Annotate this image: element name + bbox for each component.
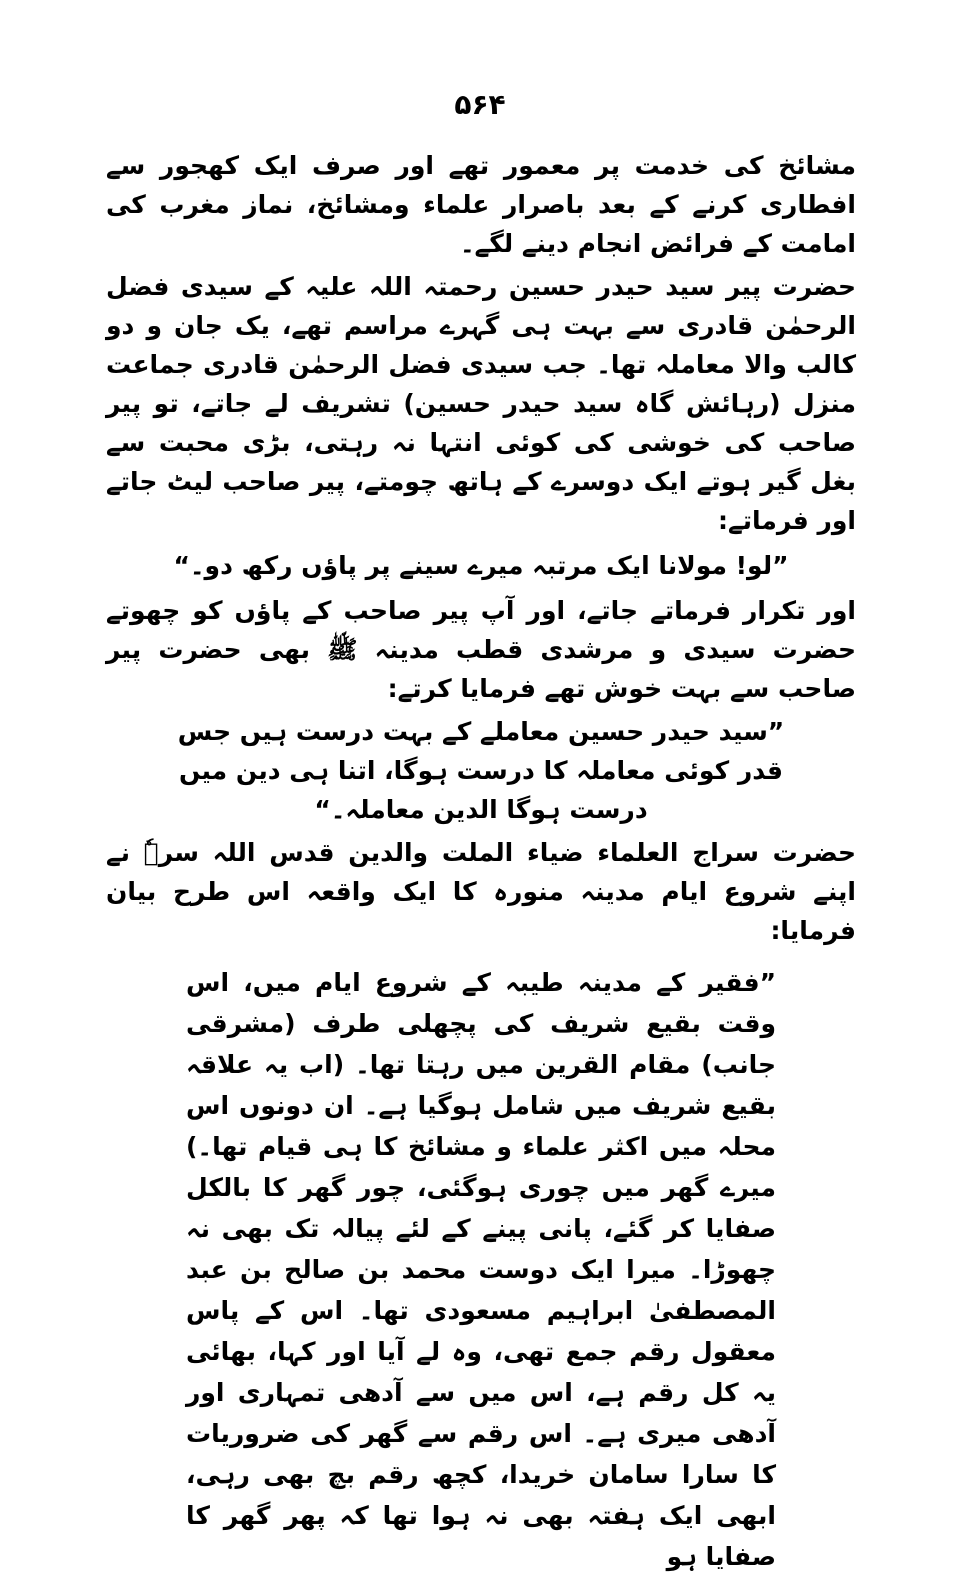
quote-2: ”سید حیدر حسین معاملے کے بہت درست ہیں جس قدر کوئی معاملہ کا درست ہوگا، اتنا ہی دین میں درست ہوگا الدین معاملہ۔“ xyxy=(177,717,785,824)
paragraph-2: حضرت پیر سید حیدر حسین رحمتہ اللہ علیہ کے سیدی فضل الرحمٰن قادری سے بہت ہی گہرے مراسم تھے، یک جان و دو کالب والا معاملہ تھا۔ جب سیدی فضل الرحمٰن قادری جماعت منزل (رہائش گاہ سید حیدر حسین) تشریف لے جاتے، تو پیر صاحب کی خوشی کی کوئی انتہا نہ رہتی، بڑی محبت سے بغل گیر ہوتے ایک دوسرے کے ہاتھ چومتے، پیر صاحب لیٹ جاتے اور فرماتے: xyxy=(106,272,856,535)
page-body xyxy=(106,146,856,1577)
paragraph-3: اور تکرار فرماتے جاتے، اور آپ پیر صاحب کے پاؤں کو چھوتے حضرت سیدی و مرشدی قطب مدینہ ﷺ بھی حضرت پیر صاحب سے بہت خوش تھے فرمایا کرتے: xyxy=(106,596,856,703)
paragraph-4: حضرت سراج العلماء ضیاء الملت والدین قدس اللہ سرہٗ نے اپنے شروع ایام مدینہ منورہ کا ایک واقعہ اس طرح بیان فرمایا: xyxy=(106,838,856,945)
page-number: ۵۶۴ xyxy=(454,88,506,121)
quote-3: ”فقیر کے مدینہ طیبہ کے شروع ایام میں، اس وقت بقیع شریف کی پچھلی طرف (مشرقی جانب) مقام القرین میں رہتا تھا۔ (اب یہ علاقہ بقیع شریف میں شامل ہوگیا ہے۔ ان دونوں اس محلہ میں اکثر علماء و مشائخ کا ہی قیام تھا۔) میرے گھر میں چوری ہوگئی، چور گھر کا بالکل صفایا کر گئے، پانی پینے کے لئے پیالہ تک بھی نہ چھوڑا۔ میرا ایک دوست محمد بن صالح بن عبد المصطفیٰ ابراہیم مسعودی تھا۔ اس کے پاس معقول رقم جمع تھی، وہ لے آیا اور کہا، بھائی یہ کل رقم ہے، اس میں سے آدھی تمہاری اور آدھی میری ہے۔ اس رقم سے گھر کی ضروریات کا سارا سامان خریدا، کچھ رقم بچ بھی رہی، ابھی ایک ہفتہ بھی نہ ہوا تھا کہ پھر گھر کا صفایا ہو xyxy=(186,968,776,1571)
quote-1: ”لو! مولانا ایک مرتبہ میرے سینے پر پاؤں رکھ دو۔“ xyxy=(173,551,789,580)
paragraph-1: مشائخ کی خدمت پر معمور تھے اور صرف ایک کھجور سے افطاری کرنے کے بعد باصرار علماء ومشائخ، نماز مغرب کی امامت کے فرائض انجام دینے لگے۔ xyxy=(106,151,856,258)
